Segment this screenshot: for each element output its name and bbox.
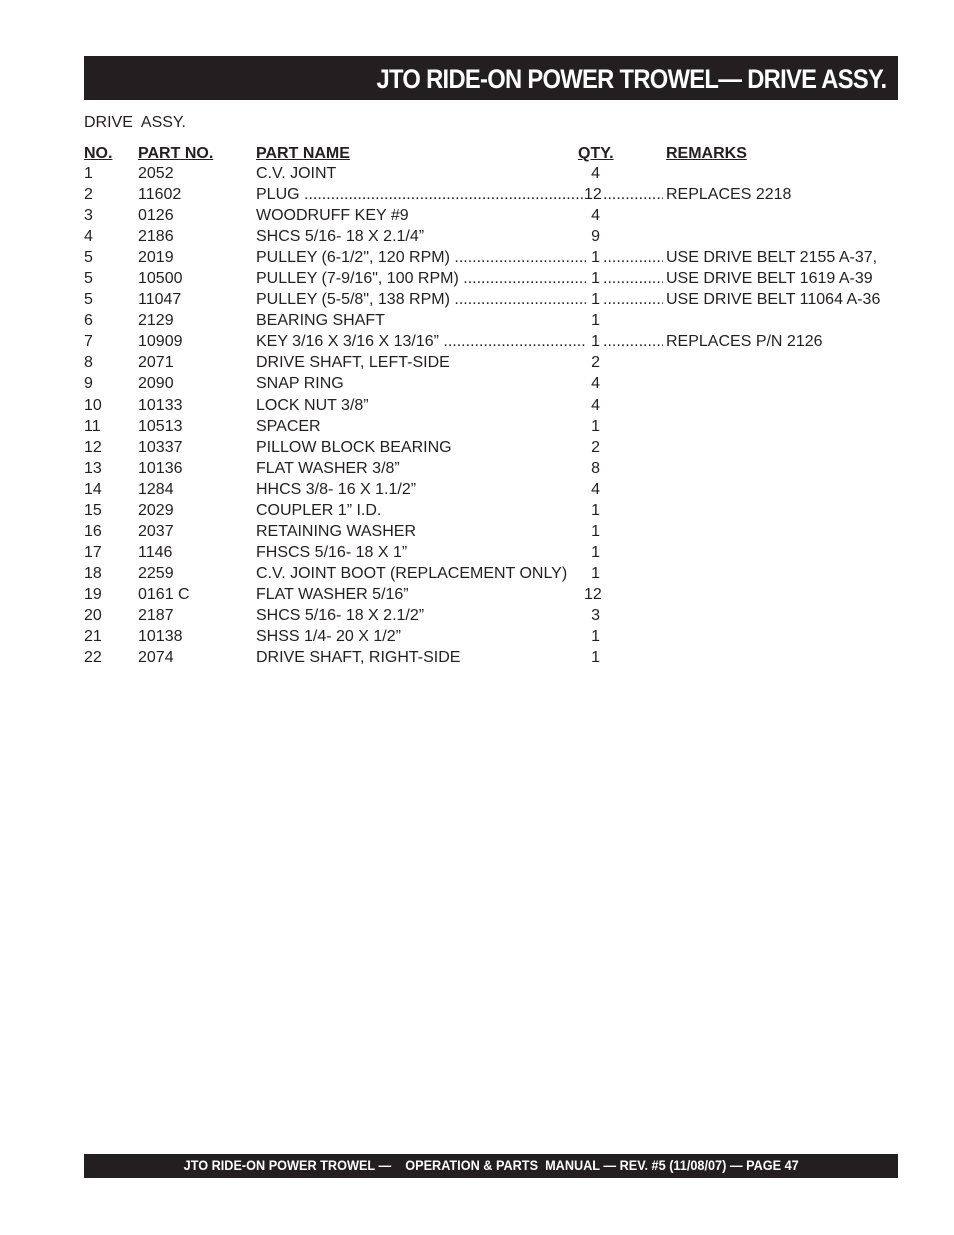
cell-part-name: PLUG ..... bbox=[256, 184, 586, 205]
cell-qty: 4 bbox=[591, 480, 600, 498]
cell-no: 9 bbox=[84, 375, 93, 393]
cell-part-no: 1146 bbox=[138, 543, 173, 561]
table-row bbox=[84, 289, 884, 310]
cell-no: 13 bbox=[84, 459, 102, 477]
cell-qty: 4 bbox=[591, 396, 600, 414]
cell-remarks: REPLACES 2218 bbox=[666, 186, 792, 204]
cell-part-name: DRIVE SHAFT, RIGHT-SIDE bbox=[256, 649, 461, 667]
leader-dots bbox=[603, 268, 663, 289]
cell-no: 2 bbox=[84, 186, 93, 204]
cell-part-name: HHCS 3/8- 16 X 1.1/2” bbox=[256, 480, 417, 498]
table-row bbox=[84, 352, 884, 373]
cell-no: 5 bbox=[84, 291, 93, 309]
leader-dots bbox=[603, 289, 663, 310]
cell-qty: 12 bbox=[584, 186, 602, 204]
cell-part-name: COUPLER 1” I.D. bbox=[256, 501, 382, 519]
cell-part-name: FLAT WASHER 3/8” bbox=[256, 459, 400, 477]
cell-part-no: 10513 bbox=[138, 417, 183, 435]
cell-part-no: 11602 bbox=[138, 186, 182, 204]
cell-remarks: USE DRIVE BELT 11064 A-36 bbox=[666, 291, 881, 309]
cell-part-no: 2187 bbox=[138, 606, 174, 624]
page-footer bbox=[84, 1154, 898, 1178]
cell-no: 6 bbox=[84, 312, 93, 330]
cell-qty: 2 bbox=[591, 438, 600, 456]
leader-dots bbox=[603, 247, 663, 268]
cell-no: 17 bbox=[84, 543, 102, 561]
cell-qty: 4 bbox=[591, 375, 600, 393]
cell-part-name: FHSCS 5/16- 18 X 1” bbox=[256, 543, 408, 561]
table-row bbox=[84, 331, 884, 352]
cell-part-no: 10337 bbox=[138, 438, 183, 456]
leader-dots bbox=[603, 331, 663, 352]
cell-no: 16 bbox=[84, 522, 102, 540]
table-row bbox=[84, 479, 884, 500]
table-row bbox=[84, 163, 884, 184]
cell-part-name: PULLEY (7-9/16", 100 RPM) ..... bbox=[256, 268, 586, 289]
cell-part-no: 10136 bbox=[138, 459, 183, 477]
column-header-qty: QTY. bbox=[578, 145, 614, 162]
cell-qty: 9 bbox=[591, 228, 600, 246]
cell-qty: 1 bbox=[591, 649, 600, 667]
cell-part-name: SHCS 5/16- 18 X 2.1/2” bbox=[256, 606, 425, 624]
cell-part-no: 2037 bbox=[138, 522, 174, 540]
cell-part-no: 10138 bbox=[138, 628, 183, 646]
cell-part-name: LOCK NUT 3/8” bbox=[256, 396, 369, 414]
cell-qty: 1 bbox=[591, 333, 600, 351]
section-label: DRIVE ASSY. bbox=[84, 114, 186, 131]
cell-no: 21 bbox=[84, 628, 102, 646]
table-row bbox=[84, 605, 884, 626]
cell-part-no: 2029 bbox=[138, 501, 174, 519]
cell-part-no: 1284 bbox=[138, 480, 174, 498]
cell-no: 19 bbox=[84, 585, 102, 603]
cell-qty: 3 bbox=[591, 606, 600, 624]
table-row bbox=[84, 226, 884, 247]
cell-part-name: PULLEY (5-5/8", 138 RPM) ..... bbox=[256, 289, 586, 310]
cell-part-name: RETAINING WASHER bbox=[256, 522, 417, 540]
cell-part-no: 2129 bbox=[138, 312, 174, 330]
table-row bbox=[84, 268, 884, 289]
cell-part-name: C.V. JOINT BOOT (REPLACEMENT ONLY) bbox=[256, 564, 568, 582]
cell-part-no: 10909 bbox=[138, 333, 183, 351]
table-row bbox=[84, 437, 884, 458]
cell-qty: 1 bbox=[591, 249, 600, 267]
cell-qty: 8 bbox=[591, 459, 600, 477]
cell-remarks: USE DRIVE BELT 2155 A-37, bbox=[666, 249, 878, 267]
cell-no: 18 bbox=[84, 564, 102, 582]
cell-part-no: 2090 bbox=[138, 375, 174, 393]
cell-qty: 2 bbox=[591, 354, 600, 372]
cell-part-no: 2019 bbox=[138, 249, 174, 267]
cell-part-name: SHSS 1/4- 20 X 1/2” bbox=[256, 628, 401, 646]
table-row bbox=[84, 563, 884, 584]
column-header-part-no: PART NO. bbox=[138, 145, 214, 162]
cell-part-name: C.V. JOINT bbox=[256, 165, 337, 182]
cell-qty: 12 bbox=[584, 585, 602, 603]
cell-part-name: FLAT WASHER 5/16” bbox=[256, 585, 409, 603]
cell-no: 5 bbox=[84, 249, 93, 267]
table-row bbox=[84, 184, 884, 205]
cell-part-name: DRIVE SHAFT, LEFT-SIDE bbox=[256, 354, 450, 372]
table-row bbox=[84, 247, 884, 268]
cell-no: 11 bbox=[84, 417, 101, 435]
table-row bbox=[84, 416, 884, 437]
table-row bbox=[84, 458, 884, 479]
cell-part-no: 2052 bbox=[138, 165, 174, 182]
cell-part-name: PULLEY (6-1/2", 120 RPM) ..... bbox=[256, 247, 586, 268]
column-header-no: NO. bbox=[84, 145, 113, 162]
cell-no: 12 bbox=[84, 438, 102, 456]
cell-qty: 1 bbox=[591, 522, 600, 540]
table-row bbox=[84, 500, 884, 521]
cell-qty: 1 bbox=[591, 312, 600, 330]
cell-no: 8 bbox=[84, 354, 93, 372]
page-title-bar bbox=[84, 56, 898, 100]
cell-qty: 1 bbox=[591, 543, 600, 561]
cell-qty: 1 bbox=[591, 291, 600, 309]
column-header-part-name: PART NAME bbox=[256, 145, 350, 162]
cell-remarks: REPLACES P/N 2126 bbox=[666, 333, 823, 351]
table-header-row bbox=[84, 143, 884, 163]
cell-part-no: 11047 bbox=[138, 291, 182, 309]
page-title: JTO RIDE-ON POWER TROWEL— DRIVE ASSY. bbox=[376, 64, 886, 94]
table-row bbox=[84, 205, 884, 226]
table-row bbox=[84, 310, 884, 331]
column-header-remarks: REMARKS bbox=[666, 145, 747, 162]
cell-no: 5 bbox=[84, 270, 93, 288]
cell-qty: 1 bbox=[591, 417, 600, 435]
cell-part-name: WOODRUFF KEY #9 bbox=[256, 207, 409, 225]
cell-part-no: 0126 bbox=[138, 207, 174, 225]
cell-qty: 1 bbox=[591, 270, 600, 288]
table-row bbox=[84, 584, 884, 605]
cell-no: 7 bbox=[84, 333, 93, 351]
cell-qty: 4 bbox=[591, 165, 600, 182]
cell-no: 1 bbox=[84, 165, 93, 182]
cell-no: 10 bbox=[84, 396, 102, 414]
table-row bbox=[84, 521, 884, 542]
table-row bbox=[84, 626, 884, 647]
table-row bbox=[84, 395, 884, 416]
cell-remarks: USE DRIVE BELT 1619 A-39 bbox=[666, 270, 873, 288]
cell-part-no: 10500 bbox=[138, 270, 183, 288]
cell-qty: 1 bbox=[591, 501, 600, 519]
cell-part-name: BEARING SHAFT bbox=[256, 312, 385, 330]
cell-no: 4 bbox=[84, 228, 93, 246]
cell-part-name: KEY 3/16 X 3/16 X 13/16” ..... bbox=[256, 331, 586, 352]
cell-qty: 1 bbox=[591, 628, 600, 646]
table-row bbox=[84, 647, 884, 668]
parts-table bbox=[84, 143, 884, 668]
cell-part-name: SPACER bbox=[256, 417, 321, 435]
cell-part-name: PILLOW BLOCK BEARING bbox=[256, 438, 452, 456]
leader-dots bbox=[603, 184, 663, 205]
table-row bbox=[84, 542, 884, 563]
cell-no: 3 bbox=[84, 207, 93, 225]
cell-part-no: 10133 bbox=[138, 396, 183, 414]
cell-part-no: 2186 bbox=[138, 228, 174, 246]
cell-part-no: 0161 C bbox=[138, 585, 190, 603]
cell-no: 20 bbox=[84, 606, 102, 624]
cell-part-no: 2074 bbox=[138, 649, 174, 667]
cell-qty: 4 bbox=[591, 207, 600, 225]
cell-part-name: SHCS 5/16- 18 X 2.1/4” bbox=[256, 228, 425, 246]
table-row bbox=[84, 373, 884, 394]
cell-part-no: 2071 bbox=[138, 354, 174, 372]
cell-no: 22 bbox=[84, 649, 102, 667]
table-body bbox=[84, 163, 884, 668]
cell-part-name: SNAP RING bbox=[256, 375, 344, 393]
cell-no: 15 bbox=[84, 501, 102, 519]
cell-qty: 1 bbox=[591, 564, 600, 582]
footer-text: JTO RIDE-ON POWER TROWEL — OPERATION & PARTS MANUAL — REV. #5 (11/08/07) — PAGE 47 bbox=[183, 1158, 799, 1173]
cell-part-no: 2259 bbox=[138, 564, 174, 582]
cell-no: 14 bbox=[84, 480, 102, 498]
